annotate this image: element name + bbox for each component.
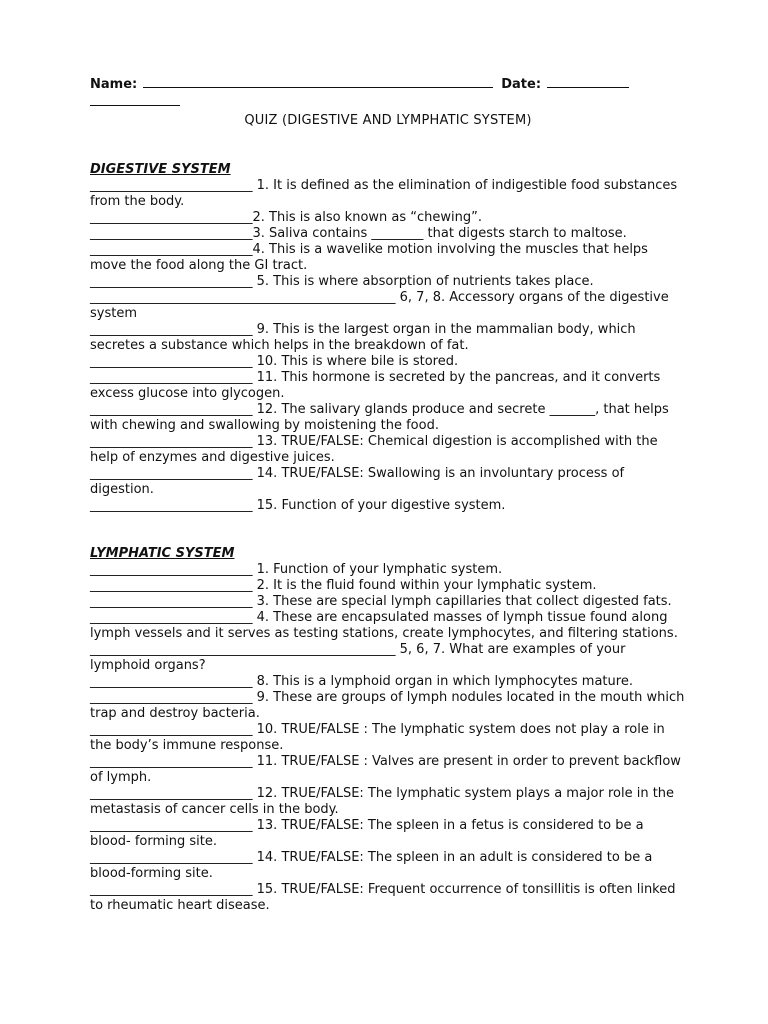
question-item	[90, 786, 686, 818]
question-item	[90, 274, 686, 290]
date-label: Date:	[501, 77, 542, 92]
question-text: 14. TRUE/FALSE: The spleen in an adult is considered to be a blood-forming site.	[90, 850, 653, 881]
question-text: 9. This is the largest organ in the mammalian body, which secretes a substance which helps in the breakdown of fat.	[90, 322, 636, 353]
question-text: 5, 6, 7. What are examples of your lymphoid organs?	[90, 642, 626, 673]
question-text: 1. It is defined as the elimination of indigestible food substances from the body.	[90, 178, 678, 209]
answer-blank[interactable]: _________________________	[90, 402, 253, 417]
question-text: 2. This is also known as “chewing”.	[252, 210, 483, 225]
answer-blank[interactable]: _________________________	[90, 434, 253, 449]
question-item	[90, 354, 686, 370]
question-item	[90, 818, 686, 850]
question-item	[90, 594, 686, 610]
question-item	[90, 674, 686, 690]
answer-blank[interactable]: _________________________	[90, 242, 253, 257]
question-item	[90, 610, 686, 642]
lymphatic-section-heading: LYMPHATIC SYSTEM	[90, 546, 235, 561]
question-item	[90, 642, 686, 674]
answer-blank[interactable]: _________________________	[90, 594, 253, 609]
question-item	[90, 434, 686, 466]
answer-blank[interactable]: _________________________	[90, 274, 253, 289]
question-text: 10. TRUE/FALSE : The lymphatic system does not play a role in the body’s immune response.	[90, 722, 665, 753]
answer-blank[interactable]: _______________________________________________	[90, 642, 396, 657]
question-item	[90, 882, 686, 914]
question-item	[90, 402, 686, 434]
answer-blank[interactable]: _________________________	[90, 578, 253, 593]
question-text: 6, 7, 8. Accessory organs of the digestive system	[90, 290, 669, 321]
question-text: 3. Saliva contains ________ that digests starch to maltose.	[252, 226, 627, 241]
lymphatic-question-list	[90, 562, 686, 914]
digestive-section-heading: DIGESTIVE SYSTEM	[90, 162, 231, 177]
question-item	[90, 178, 686, 210]
answer-blank[interactable]: _________________________	[90, 818, 253, 833]
answer-blank[interactable]: _________________________	[90, 210, 253, 225]
question-item	[90, 242, 686, 274]
question-text: 15. Function of your digestive system.	[252, 498, 506, 513]
answer-blank[interactable]: _________________________	[90, 674, 253, 689]
question-item	[90, 578, 686, 594]
question-text: 13. TRUE/FALSE: Chemical digestion is accomplished with the help of enzymes and digestive juices.	[90, 434, 658, 465]
question-item	[90, 722, 686, 754]
question-item	[90, 322, 686, 354]
answer-blank[interactable]: _________________________	[90, 850, 253, 865]
question-item	[90, 370, 686, 402]
answer-blank[interactable]: _________________________	[90, 786, 253, 801]
answer-blank[interactable]: _________________________	[90, 610, 253, 625]
question-text: 4. This is a wavelike motion involving the muscles that helps move the food along the GI tract.	[90, 242, 648, 273]
answer-blank[interactable]: _________________________	[90, 466, 253, 481]
question-text: 3. These are special lymph capillaries that collect digested fats.	[252, 594, 672, 609]
date-field[interactable]	[547, 76, 629, 88]
quiz-title: QUIZ (DIGESTIVE AND LYMPHATIC SYSTEM)	[244, 113, 532, 128]
answer-blank[interactable]: _________________________	[90, 690, 253, 705]
question-item	[90, 466, 686, 498]
question-item	[90, 210, 686, 226]
name-date-row	[90, 76, 686, 93]
answer-blank[interactable]: _________________________	[90, 498, 253, 513]
digestive-question-list	[90, 178, 686, 514]
answer-blank[interactable]: _________________________	[90, 226, 253, 241]
quiz-content	[90, 76, 686, 914]
answer-blank[interactable]: _________________________	[90, 354, 253, 369]
question-item	[90, 690, 686, 722]
question-text: 14. TRUE/FALSE: Swallowing is an involuntary process of digestion.	[90, 466, 625, 497]
date-field-continuation[interactable]	[90, 105, 180, 106]
answer-blank[interactable]: _________________________	[90, 370, 253, 385]
answer-blank[interactable]: _________________________	[90, 322, 253, 337]
question-item	[90, 562, 686, 578]
question-item	[90, 754, 686, 786]
question-text: 11. This hormone is secreted by the pancreas, and it converts excess glucose into glycogen.	[90, 370, 661, 401]
answer-blank[interactable]: _________________________	[90, 562, 253, 577]
question-item	[90, 290, 686, 322]
question-text: 8. This is a lymphoid organ in which lymphocytes mature.	[252, 674, 633, 689]
question-item	[90, 226, 686, 242]
question-text: 9. These are groups of lymph nodules located in the mouth which trap and destroy bacteria.	[90, 690, 685, 721]
answer-blank[interactable]: _________________________	[90, 754, 253, 769]
answer-blank[interactable]: _________________________	[90, 178, 253, 193]
question-text: 1. Function of your lymphatic system.	[252, 562, 503, 577]
question-text: 13. TRUE/FALSE: The spleen in a fetus is considered to be a blood- forming site.	[90, 818, 644, 849]
answer-blank[interactable]: _________________________	[90, 722, 253, 737]
question-text: 2. It is the fluid found within your lymphatic system.	[252, 578, 597, 593]
answer-blank[interactable]: _______________________________________________	[90, 290, 396, 305]
name-label: Name:	[90, 77, 138, 92]
question-text: 12. The salivary glands produce and secrete _______, that helps with chewing and swallowing by moistening the food.	[90, 402, 669, 433]
answer-blank[interactable]: _________________________	[90, 882, 253, 897]
question-text: 5. This is where absorption of nutrients takes place.	[252, 274, 594, 289]
question-item	[90, 850, 686, 882]
question-text: 4. These are encapsulated masses of lymph tissue found along lymph vessels and it serves as testing stations, create lymphocytes, and filtering stations.	[90, 610, 678, 641]
question-text: 15. TRUE/FALSE: Frequent occurrence of tonsillitis is often linked to rheumatic heart disease.	[90, 882, 676, 913]
name-field[interactable]	[143, 76, 493, 88]
question-item	[90, 498, 686, 514]
question-text: 12. TRUE/FALSE: The lymphatic system plays a major role in the metastasis of cancer cells in the body.	[90, 786, 675, 817]
question-text: 11. TRUE/FALSE : Valves are present in order to prevent backflow of lymph.	[90, 754, 681, 785]
question-text: 10. This is where bile is stored.	[252, 354, 459, 369]
